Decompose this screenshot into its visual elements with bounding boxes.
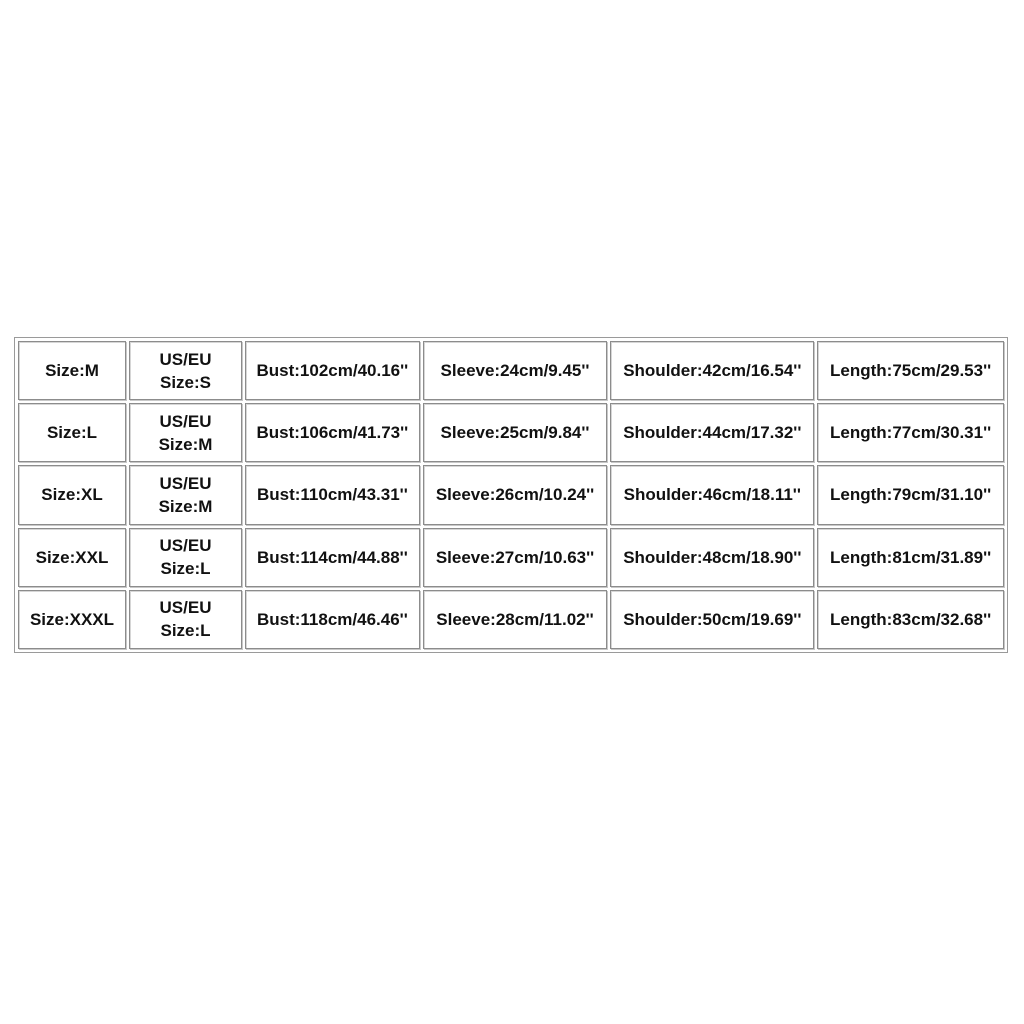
sleeve-cell: Sleeve:27cm/10.63''	[423, 528, 608, 587]
size-chart-table	[14, 337, 1008, 653]
sleeve-cell: Sleeve:24cm/9.45''	[423, 341, 608, 400]
sleeve-cell: Sleeve:25cm/9.84''	[423, 403, 608, 462]
bust-cell: Bust:102cm/40.16''	[245, 341, 420, 400]
size-cell: Size:XXL	[18, 528, 126, 587]
length-cell: Length:75cm/29.53''	[817, 341, 1004, 400]
size-cell: Size:XL	[18, 465, 126, 524]
us-eu-label: US/EU	[159, 411, 212, 431]
us-eu-size-cell	[129, 403, 242, 462]
size-row	[18, 465, 1004, 524]
us-eu-size: Size:M	[158, 496, 213, 516]
us-eu-size-cell	[129, 341, 242, 400]
length-cell: Length:79cm/31.10''	[817, 465, 1004, 524]
bust-cell: Bust:114cm/44.88''	[245, 528, 420, 587]
shoulder-cell: Shoulder:50cm/19.69''	[610, 590, 814, 649]
us-eu-size: Size:L	[160, 559, 211, 579]
size-row	[18, 590, 1004, 649]
us-eu-size-cell	[129, 528, 242, 587]
us-eu-label: US/EU	[159, 598, 212, 618]
shoulder-cell: Shoulder:48cm/18.90''	[610, 528, 814, 587]
sleeve-cell: Sleeve:26cm/10.24''	[423, 465, 608, 524]
size-row	[18, 341, 1004, 400]
us-eu-size: Size:S	[160, 372, 212, 392]
length-cell: Length:77cm/30.31''	[817, 403, 1004, 462]
size-row	[18, 528, 1004, 587]
us-eu-label: US/EU	[159, 473, 212, 493]
bust-cell: Bust:106cm/41.73''	[245, 403, 420, 462]
size-chart-body	[18, 341, 1004, 649]
shoulder-cell: Shoulder:46cm/18.11''	[610, 465, 814, 524]
size-cell: Size:XXXL	[18, 590, 126, 649]
shoulder-cell: Shoulder:42cm/16.54''	[610, 341, 814, 400]
us-eu-label: US/EU	[159, 536, 212, 556]
bust-cell: Bust:110cm/43.31''	[245, 465, 420, 524]
us-eu-size: Size:M	[158, 434, 213, 454]
us-eu-size-cell	[129, 465, 242, 524]
size-row	[18, 403, 1004, 462]
sleeve-cell: Sleeve:28cm/11.02''	[423, 590, 608, 649]
size-cell: Size:L	[18, 403, 126, 462]
length-cell: Length:83cm/32.68''	[817, 590, 1004, 649]
us-eu-size: Size:L	[160, 621, 211, 641]
size-cell: Size:M	[18, 341, 126, 400]
bust-cell: Bust:118cm/46.46''	[245, 590, 420, 649]
length-cell: Length:81cm/31.89''	[817, 528, 1004, 587]
shoulder-cell: Shoulder:44cm/17.32''	[610, 403, 814, 462]
us-eu-size-cell	[129, 590, 242, 649]
us-eu-label: US/EU	[159, 349, 212, 369]
